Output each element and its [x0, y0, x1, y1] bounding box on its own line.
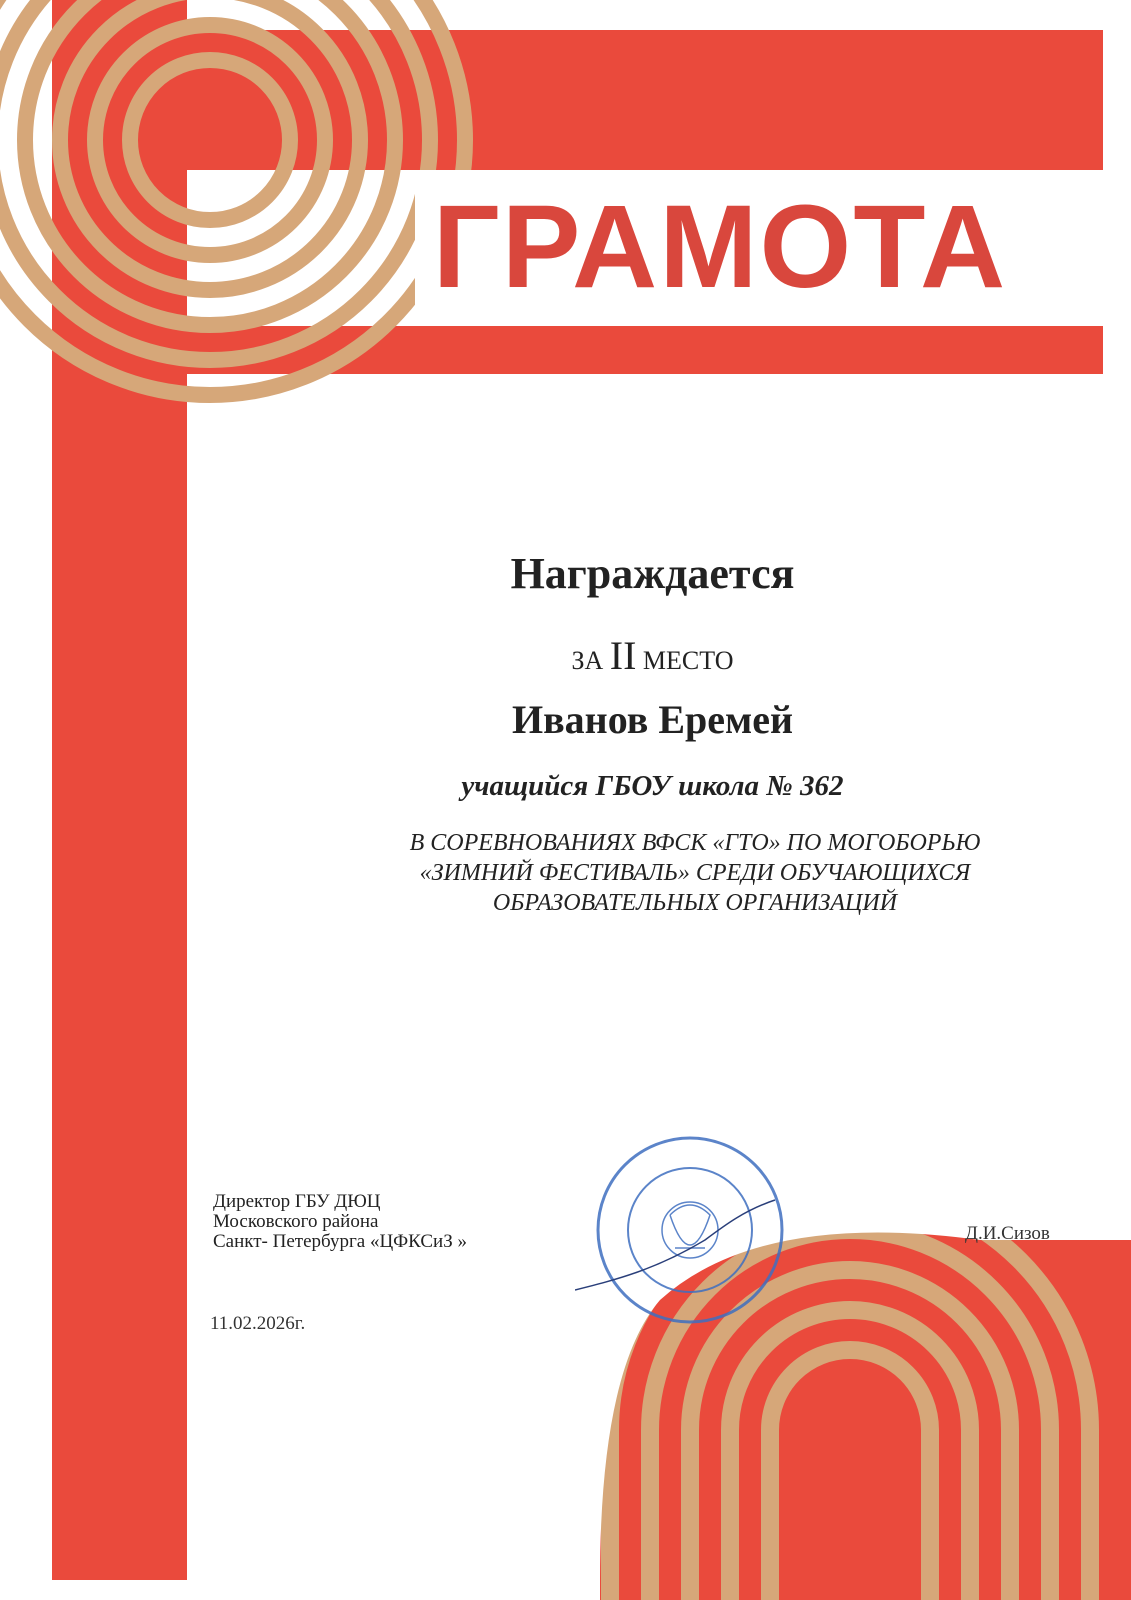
- place-number: II: [609, 633, 637, 678]
- signatory-line: Московского района: [213, 1211, 379, 1232]
- signatory-title: [213, 1192, 467, 1252]
- awarded-heading: Награждается: [510, 549, 795, 598]
- competition-description: [290, 828, 1100, 918]
- signatory-line: Директор ГБУ ДЮЦ: [213, 1191, 381, 1212]
- issue-date: 11.02.2026г.: [210, 1313, 306, 1334]
- handwritten-signature: [575, 1200, 775, 1290]
- left-red-band: [52, 0, 187, 1580]
- top-red-band: [52, 30, 1103, 170]
- competition-line: В СОРЕВНОВАНИЯХ ВФСК «ГТО» ПО МОГОБОРЬЮ: [409, 830, 981, 856]
- competition-line: «ЗИМНИЙ ФЕСТИВАЛЬ» СРЕДИ ОБУЧАЮЩИХСЯ: [419, 860, 971, 886]
- recipient-school: учащийся ГБОУ школа № 362: [461, 770, 844, 802]
- place-prefix: ЗА: [571, 646, 604, 675]
- signatory-line: Санкт- Петербурга «ЦФКСиЗ »: [213, 1231, 467, 1252]
- place-line: [200, 632, 1105, 679]
- signatory-name: Д.И.Сизов: [965, 1223, 1050, 1244]
- official-seal-stamp: [575, 1130, 815, 1350]
- place-suffix: МЕСТО: [642, 646, 734, 675]
- competition-line: ОБРАЗОВАТЕЛЬНЫХ ОРГАНИЗАЦИЙ: [492, 890, 898, 916]
- certificate-title: ГРАМОТА: [432, 181, 1008, 313]
- recipient-name: Иванов Еремей: [511, 697, 794, 742]
